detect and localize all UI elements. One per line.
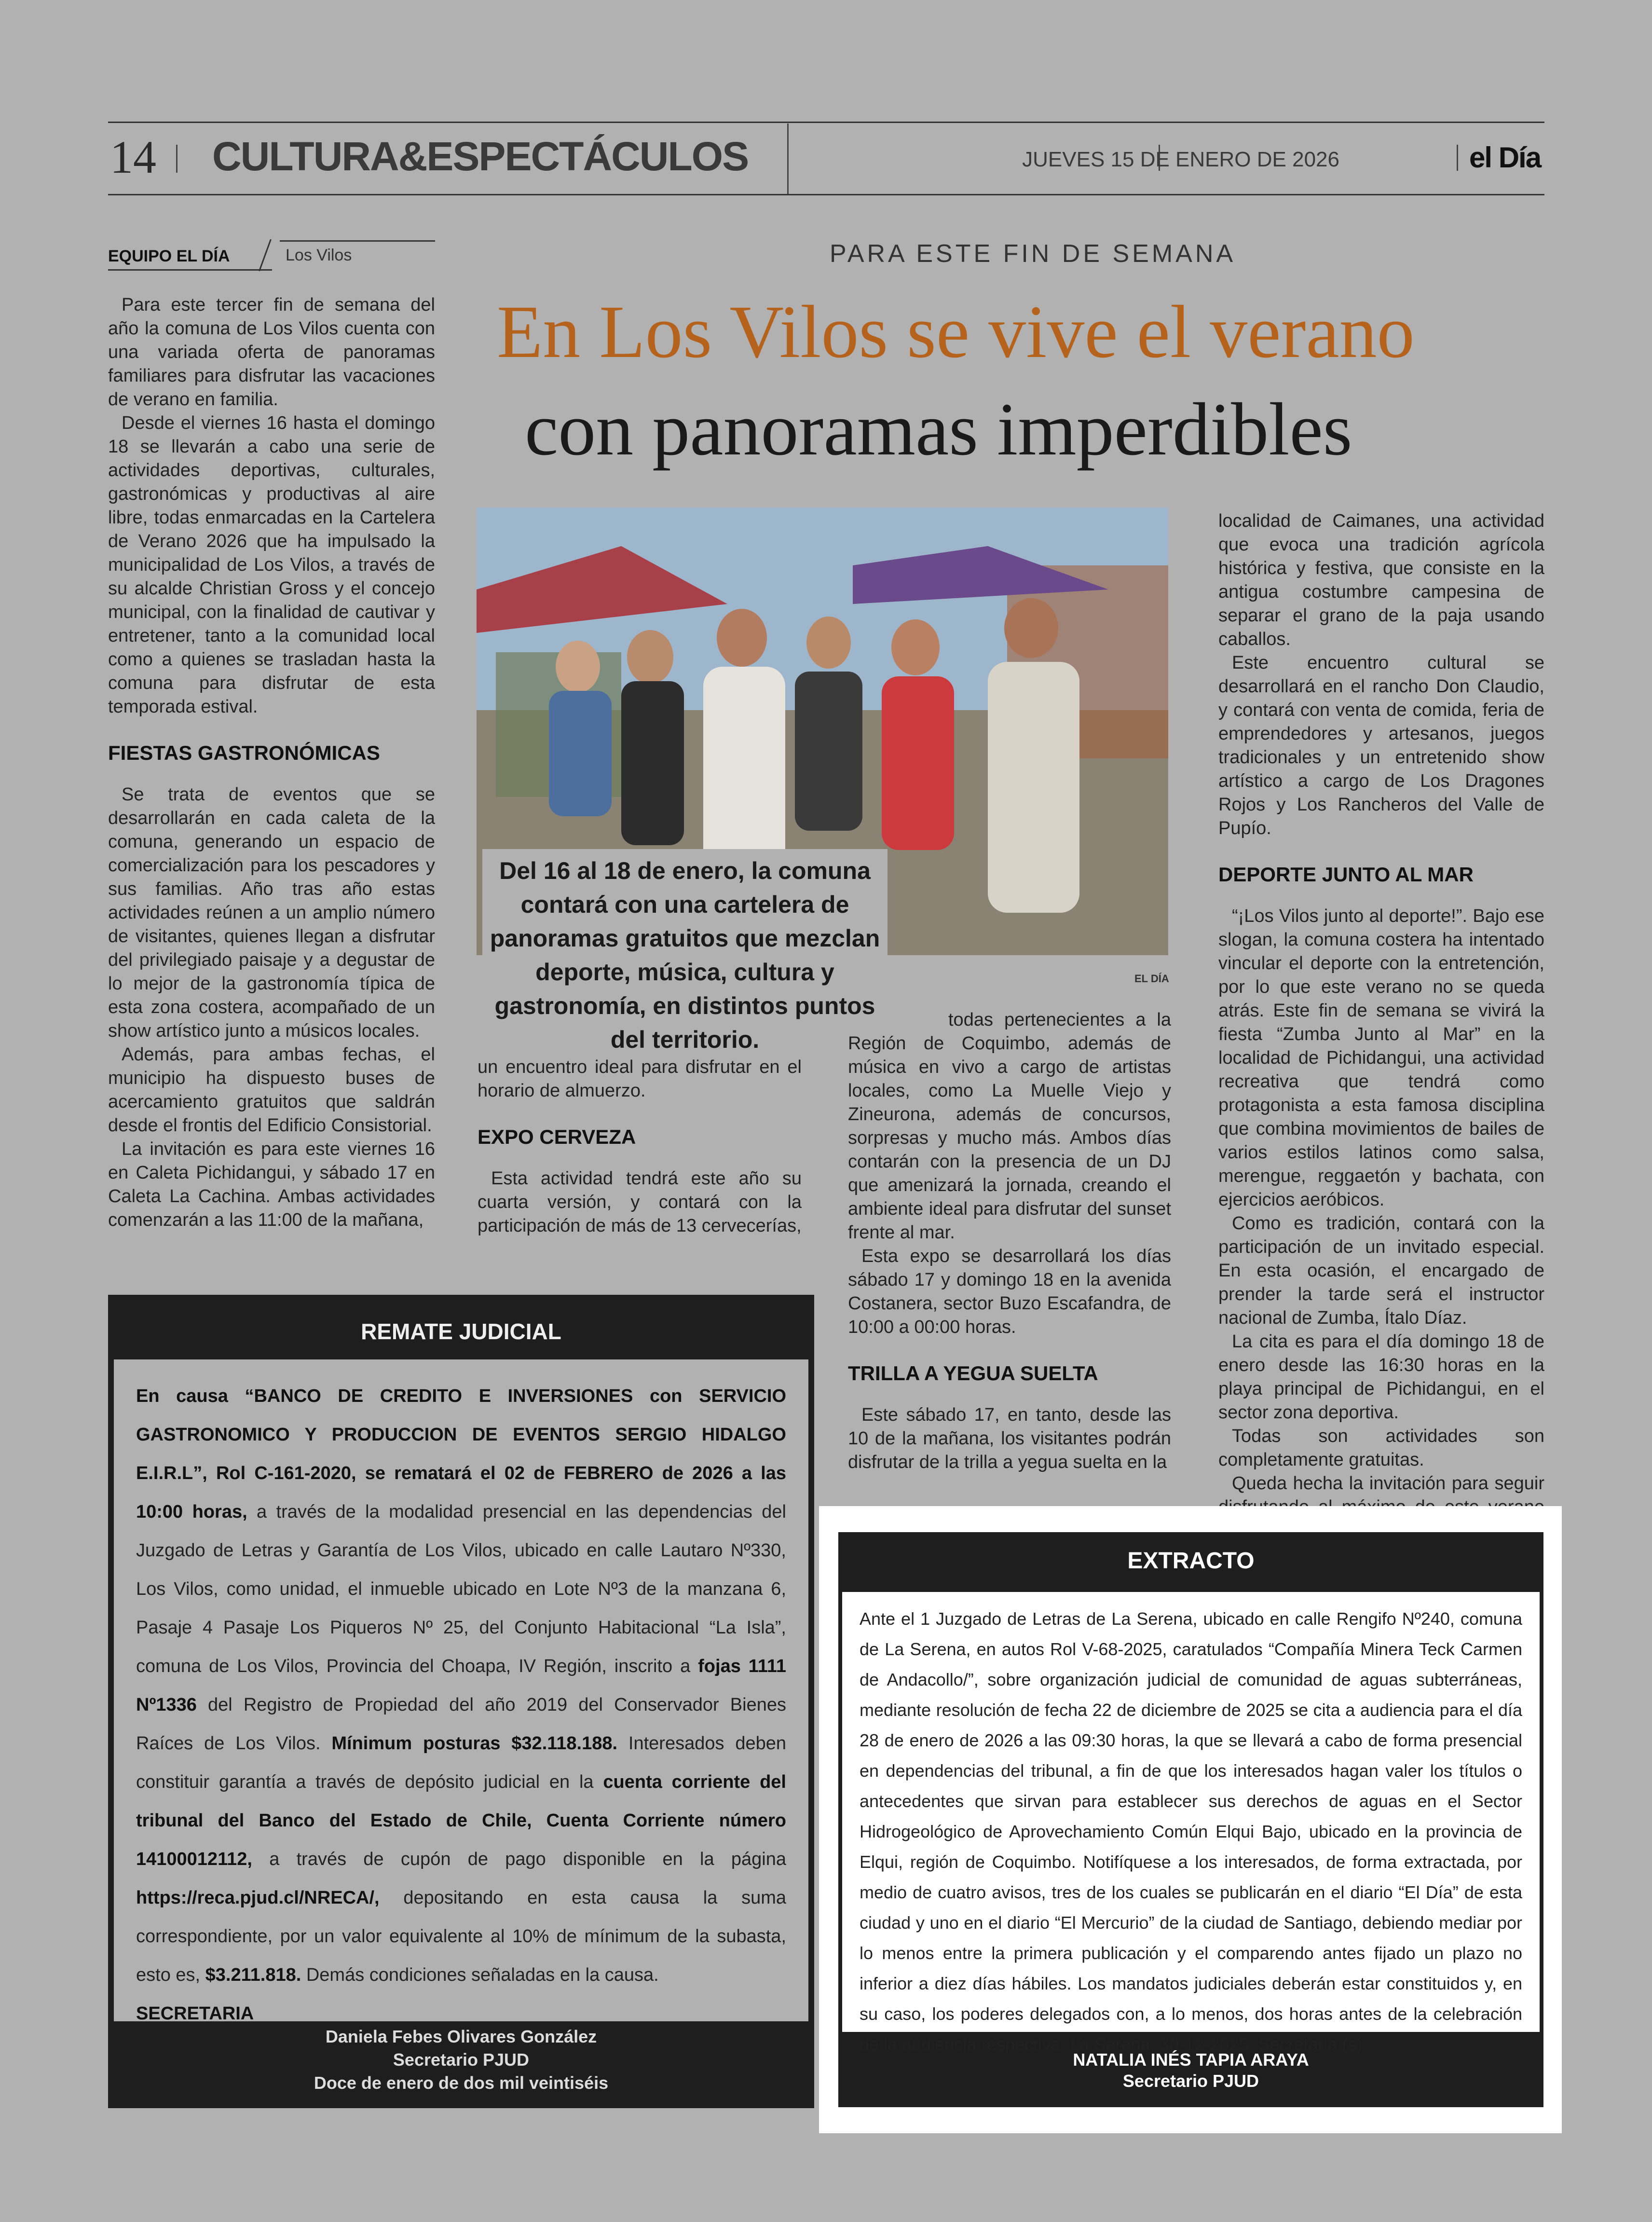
paragraph: La cita es para el día domingo 18 de enero desde las 16:30 horas en la playa principal de Pichidangui, en el sector zona deportiva. (1218, 1331, 1544, 1423)
article-column-1 (108, 293, 435, 1232)
section-title: CULTURA&ESPECTÁCULOS (212, 134, 749, 179)
byline-overline (280, 240, 435, 242)
remate-signer-name: Daniela Febes Olivares González (325, 2027, 597, 2046)
article-title-line1: En Los Vilos se vive el verano (497, 290, 1415, 373)
header-divider (176, 145, 177, 173)
extracto-text: Ante el 1 Juzgado de Letras de La Serena, ubicado en calle Rengifo Nº240, comuna de La Serena, en autos Rol V-68-2025, caratulados “Compañía Minera Teck Carmen de Andacollo/”, sobre organización judicial de comunidad de aguas subterráneas, mediante resolución de fecha 22 de diciembre de 2025 se cita a audiencia para el día 28 de enero de 2026 a las 09:30 horas, la que se llevará a cabo de forma presencial en dependencias del tribunal, a fin de que los interesados hagan valer los títulos o antecedentes que sirvan para establecer sus derechos de aguas en el Sector Hidrogeológico de Aprovechamiento Común Elqui Bajo, ubicado en la provincia de Elqui, región de Coquimbo. Notifíquese a los interesados, de forma extractada, por medio de cuatro avisos, tres de los cuales se publicarán en el diario “El Día” de esta ciudad y uno en el diario “El Mercurio” de la ciudad de Santiago, debiendo mediar por lo menos entre la primera publicación y el comparendo antes fijado un plazo no inferior a diez días hábiles. Los mandatos judiciales deberán estar constituidos y, en su caso, los poderes delegados con, a lo menos, dos horas antes de la celebración de la audiencia respectiva. La Serena, 30-12-2025. Secretaria (s). (860, 1609, 1522, 2054)
article-kicker: PARA ESTE FIN DE SEMANA (830, 240, 1236, 268)
page-number: 14 (110, 131, 156, 183)
header-divider (787, 123, 789, 194)
remate-span: a través de la modalidad presencial en las dependencias del Juzgado de Letras y Garantía de Los Vilos, ubicado en calle Lautaro Nº330, Los Vilos, como unidad, el inmueble ubicado en Lote Nº3 de la manzana 6, Pasaje 4 Pasaje Los Piqueros Nº 25, del Conjunto Habitacional “La Isla”, comuna de Los Vilos, Provincia del Choapa, IV Región, inscrito a (136, 1502, 786, 1676)
paragraph: Este encuentro cultural se desarrollará en el rancho Don Claudio, y contará con venta de comida, feria de emprendedores y artesanos, juegos tradicionales y un entretenido show artístico a cargo de Los Dragones Rojos y Los Rancheros del Valle de Pupío. (1218, 653, 1544, 838)
paragraph: Esta actividad tendrá este año su cuarta versión, y contará con la participación de más de 13 cervecerías, (478, 1168, 802, 1236)
issue-date (1022, 148, 1441, 172)
remate-span: depositando en esta causa la suma correspondiente, por un valor equivalente al 10% de mínimum de la subasta, esto es, (136, 1888, 786, 1985)
extracto-signer-name: NATALIA INÉS TAPIA ARAYA (1073, 2050, 1309, 2070)
extracto-body (842, 1592, 1540, 2054)
issue-date-text: JUEVES 15 DE ENERO DE 2026 (1022, 148, 1339, 171)
remate-body (114, 1359, 808, 2024)
remate-title: REMATE JUDICIAL (361, 1319, 561, 1344)
paragraph: un encuentro ideal para disfrutar en el horario de almuerzo. (478, 1057, 802, 1101)
remate-bold: Mínimum posturas $32.118.188. (331, 1733, 618, 1754)
remate-span: del Registro de Propiedad del año 2019 del Conservador Bienes Raíces de Los Vilos. (136, 1695, 786, 1754)
remate-bold: https://reca.pjud.cl/NRECA/, (136, 1888, 380, 1908)
paragraph: Todas son actividades son completamente gratuitas. (1218, 1426, 1544, 1470)
article-column-3 (848, 1008, 1171, 1474)
paragraph: Esta expo se desarrollará los días sábado 17 y domingo 18 en la avenida Costanera, sector Buzo Escafandra, de 10:00 a 00:00 horas. (848, 1246, 1171, 1337)
paragraph: Se trata de eventos que se desarrollarán en cada caleta de la comuna, generando un espacio de comercialización para los pescadores y sus familias. Año tras año estas actividades reúnen a un amplio número de visitantes, quienes llegan a disfrutar del privilegiado paisaje y a degustar de lo mejor de la gastronomía típica de esta zona costera, acompañado de un show artístico junto a músicos locales. (108, 784, 435, 1041)
paragraph: Además, para ambas fechas, el municipio ha dispuesto buses de acercamiento gratuitos que saldrán desde el frontis del Edificio Consistorial. (108, 1044, 435, 1136)
remate-span: a través de cupón de pago disponible en la página (252, 1849, 786, 1869)
subheading: TRILLA A YEGUA SUELTA (848, 1362, 1098, 1385)
remate-span: Interesados deben constituir garantía a través de depósito judicial en la (136, 1733, 786, 1792)
header-divider (1457, 145, 1458, 171)
photo-credit: EL DÍA (1134, 973, 1169, 985)
remate-bold: En causa “BANCO DE CREDITO E INVERSIONES con SERVICIO GASTRONOMICO Y PRODUCCION DE EVENTOS SERGIO HIDALGO E.I.R.L”, Rol C-161-2020, se rematará el 02 de FEBRERO de 2026 a las 10:00 horas, (136, 1386, 786, 1522)
extracto-signer-role: Secretario PJUD (1122, 2071, 1259, 2091)
byline-location: Los Vilos (286, 246, 352, 264)
paragraph: Este sábado 17, en tanto, desde las 10 de la mañana, los visitantes podrán disfrutar de la trilla a yegua suelta en la (848, 1405, 1171, 1472)
subheading: FIESTAS GASTRONÓMICAS (108, 741, 380, 764)
remate-bold: SECRETARIA (136, 2003, 254, 2024)
remate-bold: fojas 1111 Nº1336 (136, 1656, 786, 1715)
remate-signer-role: Secretario PJUD (393, 2050, 530, 2070)
remate-signature (108, 2025, 814, 2095)
article-title-line2: con panoramas imperdibles (525, 387, 1352, 471)
paragraph: todas pertenecientes a la Región de Coquimbo, además de música en vivo a cargo de artistas locales, como La Muelle Viejo y Zineurona, además de concursos, sorpresas y mucho más. Ambos días contarán con la presencia de un DJ que amenizará la jornada, creando el ambiente ideal para disfrutar del sunset frente al mar. (848, 1010, 1171, 1243)
subheading: DEPORTE JUNTO AL MAR (1218, 863, 1474, 886)
paragraph: La invitación es para este viernes 16 en Caleta Pichidangui, y sábado 17 en Caleta La Cachina. Ambas actividades comenzarán a las 11:00 de la mañana, (108, 1139, 435, 1230)
paragraph: “¡Los Vilos junto al deporte!”. Bajo ese slogan, la comuna costera ha intentado vincular el deporte con la entretención, por lo que este verano no se queda atrás. Este fin de semana se vivirá la fiesta “Zumba Junto al Mar” en la localidad de Pichidangui, una actividad recreativa que tendrá como protagonista a esta famosa disciplina que combina movimientos de bailes de varios estilos latinos como salsa, merengue, reggaetón y bachata, con ejercicios aeróbicos. (1218, 906, 1544, 1210)
remate-bold: cuenta corriente del tribunal del Banco del Estado de Chile, Cuenta Corriente número 14100012112, (136, 1772, 786, 1869)
paragraph: Como es tradición, contará con la participación de un invitado especial. En esta ocasión, el encargado de prender la tarde será el instructor nacional de Zumba, Ítalo Díaz. (1218, 1213, 1544, 1328)
byline-author: EQUIPO EL DÍA (108, 247, 230, 265)
photo-caption: Del 16 al 18 de enero, la comuna contará con una cartelera de panoramas gratuitos que mezclan deporte, música, cultura y gastronomía, en distintos puntos del territorio. (482, 849, 887, 1066)
article-column-2 (478, 1056, 802, 1238)
newspaper-logo: el Día (1469, 141, 1541, 174)
paragraph: Queda hecha la invitación para seguir (1232, 1473, 1544, 1494)
remate-text (136, 1377, 786, 2033)
paragraph: localidad de Caimanes, una actividad que evoca una tradición agrícola histórica y festiva, que consiste en la antigua costumbre campesina de separar el grano de la paja usando caballos. (1218, 511, 1544, 649)
byline-slash (259, 239, 272, 272)
paragraph: Para este tercer fin de semana del año la comuna de Los Vilos cuenta con una variada oferta de panoramas familiares para disfrutar las vacaciones de verano en familia. (108, 295, 435, 410)
subheading: EXPO CERVEZA (478, 1125, 636, 1148)
paragraph: Desde el viernes 16 hasta el domingo 18 se llevarán a cabo una serie de actividades deportivas, culturales, gastronómicas y productivas al aire libre, todas enmarcadas en la Cartelera de Verano 2026 que ha impulsado la municipalidad de Los Vilos, a través de su alcalde Christian Gross y el concejo municipal, con la finalidad de cautivar y entretener, tanto a la comunidad local como a quienes se trasladan hasta la comuna para disfrutar de esta temporada estival. (108, 413, 435, 717)
remate-bold: $3.211.818. (205, 1965, 301, 1985)
byline-underline (108, 269, 272, 271)
remate-signer-date: Doce de enero de dos mil veintiséis (314, 2073, 609, 2093)
article-column-4 (1218, 509, 1544, 1543)
header-bottom-rule (108, 194, 1544, 195)
extracto-title: EXTRACTO (1127, 1548, 1255, 1574)
header-top-rule (108, 122, 1544, 123)
remate-span: Demás condiciones señaladas en la causa. (301, 1965, 659, 1985)
extracto-signature (838, 2049, 1543, 2092)
